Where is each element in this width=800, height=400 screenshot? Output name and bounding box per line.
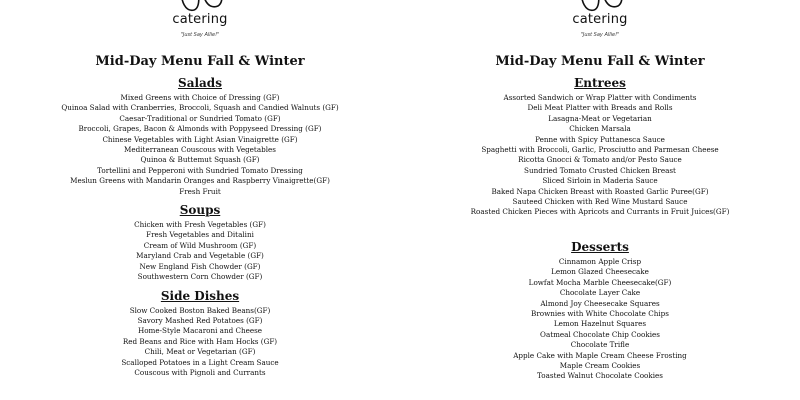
menu-item: Fresh Fruit xyxy=(179,186,221,196)
menu-item: Red Beans and Rice with Ham Hocks (GF) xyxy=(122,336,278,346)
menu-item: Tortellini and Pepperoni with Sundried Tomato Dressing xyxy=(97,165,303,175)
menu-item: Chili, Meat or Vegetarian (GF) xyxy=(144,347,256,357)
menu-item: Chinese Vegetables with Light Asian Vinaigrette (GF) xyxy=(102,134,298,144)
menu-item: Lasagna-Meat or Vegetarian xyxy=(548,113,652,123)
menu-item: Home-Style Macaroni and Cheese xyxy=(137,326,263,336)
menu-item: Sliced Sirloin in Maderia Sauce xyxy=(542,176,658,186)
menu-item: Assorted Sandwich or Wrap Platter with Condiments xyxy=(503,93,697,102)
menu-item: Penne with Spicy Puttanesca Sauce xyxy=(535,134,665,144)
menu-item: Brownies with White Chocolate Chips xyxy=(531,308,669,318)
section-spacer xyxy=(400,218,800,234)
menu-item: Spaghetti with Broccoli, Garlic, Prosciutto and Parmesan Cheese xyxy=(481,145,719,155)
menu-item: Cinnamon Apple Crisp xyxy=(558,256,642,266)
menu-item: Couscous with Pignoli and Currants xyxy=(134,367,266,377)
section-heading: Side Dishes xyxy=(160,288,240,303)
menu-item: Apple Cake with Maple Cream Cheese Frosting xyxy=(513,350,687,360)
desserts-section xyxy=(400,240,800,382)
menu-item: Fresh Vegetables and Ditalini xyxy=(146,230,254,240)
menu-item: Deli Meat Platter with Breads and Rolls xyxy=(527,103,673,113)
section-heading: Soups xyxy=(179,203,221,218)
menu-item: Savory Mashed Red Potatoes (GF) xyxy=(137,315,263,325)
menu-item: Almond Joy Cheesecake Squares xyxy=(540,298,660,308)
menu-item: Mixed Greens with Choice of Dressing (GF) xyxy=(120,93,280,102)
menu-item: Chocolate Trifle xyxy=(570,340,630,350)
logo-wordmark: catering xyxy=(572,12,628,27)
entrees-section xyxy=(400,76,800,218)
menu-item: Baked Napa Chicken Breast with Roasted Garlic Puree(GF) xyxy=(491,186,709,196)
section-heading: Salads xyxy=(178,76,222,90)
menu-item: Broccoli, Grapes, Bacon & Almonds with Poppyseed Dressing (GF) xyxy=(78,124,322,134)
menu-item: Chicken Marsala xyxy=(569,124,631,134)
catering-logo xyxy=(0,0,400,48)
logo-wordmark: catering xyxy=(172,12,228,27)
menu-item: Southwestern Corn Chowder (GF) xyxy=(137,272,263,282)
menu-item: Caesar-Traditional or Sundried Tomato (GF) xyxy=(119,113,281,123)
right-menu-column xyxy=(400,0,800,382)
menu-item: Toasted Walnut Chocolate Cookies xyxy=(537,371,663,381)
logo-tagline: "Just Say Allie!" xyxy=(180,32,220,38)
menu-item: Meslun Greens with Mandarin Oranges and Raspberry Vinaigrette(GF) xyxy=(70,176,330,186)
menu-item: Quinoa & Buttemut Squash (GF) xyxy=(140,155,260,165)
menu-item: Sundried Tomato Crusted Chicken Breast xyxy=(524,165,676,175)
menu-item: Scalloped Potatoes in a Light Cream Sauce xyxy=(121,357,279,367)
menu-item: Chicken with Fresh Vegetables (GF) xyxy=(134,220,266,230)
menu-title: Mid-Day Menu Fall & Winter xyxy=(95,54,305,69)
menu-item: Sauteed Chicken with Red Wine Mustard Sauce xyxy=(512,197,688,207)
menu-item: Quinoa Salad with Cranberries, Broccoli, Squash and Candied Walnuts (GF) xyxy=(61,103,339,113)
menu-item: Chocolate Layer Cake xyxy=(559,288,641,298)
catering-logo xyxy=(400,0,800,48)
logo-tagline: "Just Say Allie!" xyxy=(580,32,620,38)
menu-item: Roasted Chicken Pieces with Apricots and Currants in Fruit Juices(GF) xyxy=(470,207,730,217)
menu-item: Oatmeal Chocolate Chip Cookies xyxy=(540,329,660,339)
menu-item: New England Fish Chowder (GF) xyxy=(139,261,261,271)
menu-item: Maryland Crab and Vegetable (GF) xyxy=(136,251,264,261)
menu-item: Lowfat Mocha Marble Cheesecake(GF) xyxy=(528,277,672,287)
side-dishes-section xyxy=(0,289,400,379)
menu-item: Maple Cream Cookies xyxy=(559,360,641,370)
menu-item: Slow Cooked Boston Baked Beans(GF) xyxy=(129,305,271,315)
menu-item: Mediterranean Couscous with Vegetables xyxy=(124,145,276,155)
menu-item: Ricotta Gnocci & Tomato and/or Pesto Sauce xyxy=(518,155,682,165)
left-menu-column xyxy=(0,0,400,378)
menu-item: Cream of Wild Mushroom (GF) xyxy=(143,240,257,250)
section-heading: Entrees xyxy=(574,76,626,90)
section-heading: Desserts xyxy=(571,239,629,254)
salads-section xyxy=(0,76,400,197)
soups-section xyxy=(0,203,400,282)
menu-title: Mid-Day Menu Fall & Winter xyxy=(495,54,705,69)
menu-item: Lemon Hazelnut Squares xyxy=(553,319,647,329)
menu-item: Lemon Glazed Cheesecake xyxy=(551,267,649,277)
